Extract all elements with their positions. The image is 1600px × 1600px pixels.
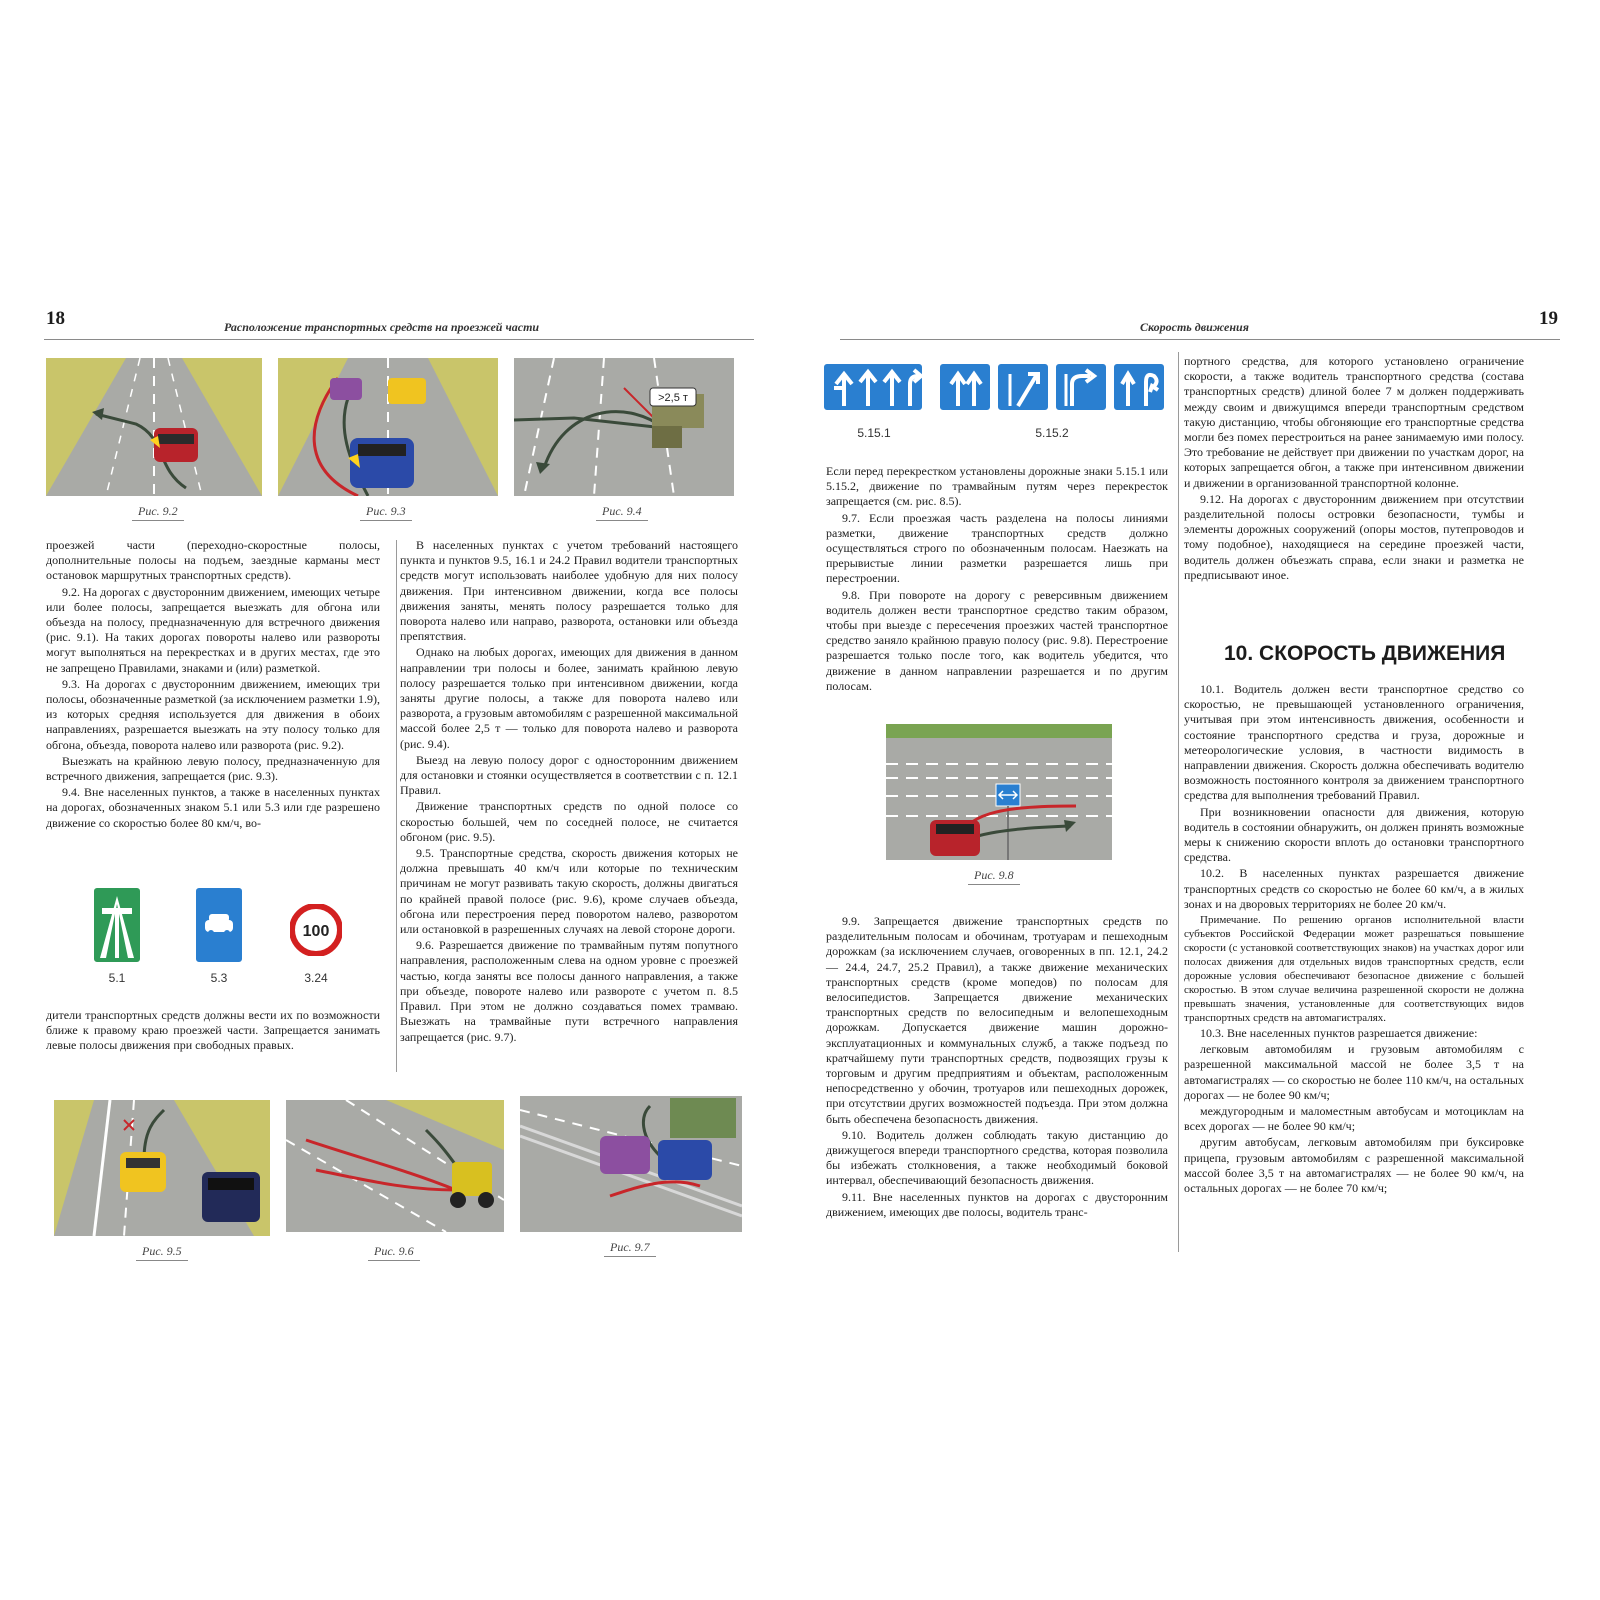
figure-9-3 — [278, 358, 498, 496]
left-page — [44, 300, 754, 1310]
right-col-1 — [826, 464, 1168, 695]
sign-label-5-1: 5.1 — [108, 971, 126, 985]
paragraph: Если перед перекрестком установлены дорожные знаки 5.15.1 или 5.15.2, движение по трамвайным путям через перекресток запрещается (см. рис. 8.5). — [826, 464, 1168, 509]
sign-5-3 — [194, 886, 244, 964]
paragraph: При возникновении опасности для движения, которую водитель в состоянии обнаружить, он должен принять возможные меры к снижению скорости вплоть до остановки транспортного средства. — [1184, 804, 1524, 865]
paragraph: 10.3. Вне населенных пунктов разрешается движение: — [1200, 1026, 1478, 1041]
paragraph: проезжей части (переходно-скоростные полосы, дополнительные полосы на подъем, заездные карманы мест остановок маршрутных транспортных средств). — [46, 538, 380, 583]
paragraph: междугородным и маломестным автобусам и мотоциклам на всех дорогах — не более 90 км/ч; — [1184, 1104, 1524, 1134]
sign-label-5-3: 5.3 — [210, 971, 228, 985]
caption-9-7: Рис. 9.7 — [604, 1240, 656, 1257]
right-col-2 — [1184, 354, 1524, 584]
paragraph: В населенных пунктах с учетом требований настоящего пункта и пунктов 9.5, 16.1 и 24.2 Правил водители транспортных средств могут использовать наиболее удобную для них полосу движения. При интенсивном движении, когда все полосы движения заняты, менять полосу разрешается только для поворота налево или направо, разворота, остановки или объезда препятствия. — [400, 538, 738, 644]
paragraph: 9.3. На дорогах с двусторонним движением, имеющих три полосы, обозначенные разметкой (за исключением разметки 1.9), из которых средняя используется для движения в обоих направлениях, разрешается выезжать на эту полосу только для обгона, объезда, поворота налево или разворота (рис. 9.2). — [46, 676, 380, 752]
left-page-header — [44, 300, 754, 340]
paragraph: 9.9. Запрещается движение транспортных средств по разделительным полосам и обочинам, тротуарам и пешеходным дорожкам (за исключением случаев, оговоренных в пп. 12.1, 24.2 — 24.4, 24.7, 25.2 Правил), а также движение механических транспортных средств (кроме мопедов) по полосам для велосипедистов. Запрещается движение механических транспортных средств по велосипедным и велопешеходным дорожкам. Допускается движение машин дорожно-эксплуатационных и коммунальных служб, а также подъезд по кратчайшему пути транспортных средств, подвозящих грузы к торговым и другим предприятиям и объектам, расположенным непосредственно у обочин, тротуаров или пешеходных дорожек, при отсутствии других возможностей подъезда. При этом должна быть обеспечена безопасность движения. — [826, 914, 1168, 1126]
speed-limit-value: 100 — [302, 923, 330, 940]
caption-9-3: Рис. 9.3 — [360, 504, 412, 521]
sign-5-15-1 — [822, 362, 924, 412]
paragraph: другим автобусам, легковым автомобилям при буксировке прицепа, грузовым автомобилям с разрешенной максимальной массой более 3,5 т на автомагистралях — не более 90 км/ч, на остальных дорогах — не более 70 км/ч; — [1184, 1135, 1524, 1196]
sign-3-24 — [290, 904, 342, 956]
paragraph: 9.5. Транспортные средства, скорость движения которых не должна превышать 40 км/ч или которые по техническим причинам не могут развивать такую скорость, должны двигаться по крайней правой полосе (рис. 9.6), кроме случаев объезда, обгона или перестроения перед поворотом налево, разворотом или остановкой в разрешенных случаях на левой стороне дороги. — [400, 846, 738, 937]
left-col-1-continued — [46, 1008, 380, 1055]
caption-9-6: Рис. 9.6 — [368, 1244, 420, 1261]
right-page — [826, 300, 1560, 1310]
figure-9-5 — [54, 1100, 270, 1236]
truck-weight-badge: >2,5 т — [658, 392, 688, 404]
paragraph: 9.12. На дорогах с двусторонним движением при отсутствии разделительной полосы островки безопасности, тумбы и элементы дорожных сооружений (опоры мостов, путепроводов и тому подобное), находящиеся на середине проезжей части, водитель должен объезжать справа, если знаки и разметка не предписывают иное. — [1184, 491, 1524, 582]
paragraph: легковым автомобилям и грузовым автомобилям с разрешенной максимальной массой не более 3,5 т на автомагистралях — со скоростью не более 110 км/ч, на остальных дорогах — не более 90 км/ч; — [1184, 1042, 1524, 1102]
sign-label-5-15-2: 5.15.2 — [1035, 426, 1069, 440]
figure-9-4 — [514, 358, 734, 496]
page-number: 19 — [1539, 308, 1558, 329]
section-title: 10. СКОРОСТЬ ДВИЖЕНИЯ — [1224, 642, 1506, 665]
caption-9-5: Рис. 9.5 — [136, 1244, 188, 1261]
paragraph: 10.2. В населенных пунктах разрешается движение транспортных средств со скоростью не более 60 км/ч, а в жилых зонах и на дворовых территориях не более 20 км/ч. — [1184, 866, 1524, 911]
paragraph: Выезжать на крайнюю левую полосу, предназначенную для встречного движения, запрещается (рис. 9.3). — [46, 753, 380, 784]
left-col-2 — [400, 538, 738, 1046]
paragraph: 9.7. Если проезжая часть разделена на полосы линиями разметки, движение транспортных средств должно осуществляться строго по обозначенным полосам. Наезжать на прерывистые линии разметки разрешается лишь при перестроении. — [826, 510, 1168, 586]
page-number: 18 — [46, 308, 65, 329]
right-col-1-continued — [826, 914, 1168, 1221]
paragraph: 9.2. На дорогах с двусторонним движением, имеющих четыре или более полосы, запрещается выезжать для обгона или объезда на полосу, предназначенную для встречного движения (рис. 9.1). На таких дорогах повороты налево или развороты могут выполняться на перекрестках и в других местах, где это не запрещено Правилами, знаками и (или) разметкой. — [46, 584, 380, 675]
sign-label-5-15-1: 5.15.1 — [857, 426, 891, 440]
sign-label-3-24: 3.24 — [304, 971, 328, 985]
paragraph: Однако на любых дорогах, имеющих для движения в данном направлении три полосы и более, занимать крайнюю левую полосу разрешается только при интенсивном движении, когда заняты другие полосы, а также для поворота налево или разворота, а грузовым автомобилям с разрешенной максимальной массой более 2,5 т — только для поворота налево и разворота (рис. 9.4). — [400, 645, 738, 751]
note-paragraph: Примечание. По решению органов исполнительной власти субъектов Российской Федерации может разрешаться повышение скорости (с установкой соответствующих знаков) на участках дорог или полосах движения для отдельных видов транспортных средств, если дорожные условия обеспечивают безопасное движение с большей скоростью. В этом случае величина разрешенной скорости не должна превышать значения, установленные для соответствующих видов транспортных средств на автомагистралях. — [1184, 914, 1524, 1025]
running-header: Расположение транспортных средств на проезжей части — [224, 320, 540, 334]
paragraph: 9.10. Водитель должен соблюдать такую дистанцию до движущегося впереди транспортного средства, которая позволила бы избежать столкновения, а также необходимый боковой интервал, обеспечивающий безопасность движения. — [826, 1127, 1168, 1188]
column-divider — [396, 540, 397, 1072]
caption-9-8: Рис. 9.8 — [968, 868, 1020, 885]
caption-9-4: Рис. 9.4 — [596, 504, 648, 521]
sign-5-15-2 — [938, 362, 1166, 412]
paragraph: 9.8. При повороте на дорогу с реверсивным движением водитель должен вести транспортное средство таким образом, чтобы при выезде с пересечения проезжих частей транспортное средство заняло крайнюю правую полосу (рис. 9.8). Перестроение разрешается только после того, как водитель убедится, что движение в данном направлении разрешается и по другим полосам. — [826, 587, 1168, 693]
paragraph: 9.4. Вне населенных пунктов, а также в населенных пунктах на дорогах, обозначенных знаком 5.1 или 5.3 или где разрешено движение со скоростью более 80 км/ч, во- — [46, 785, 380, 830]
right-col-2-section-10 — [1184, 682, 1524, 1197]
column-divider — [1178, 352, 1179, 1252]
figure-9-2 — [46, 358, 262, 496]
left-col-1 — [46, 538, 380, 832]
figure-9-6 — [286, 1100, 504, 1232]
paragraph: 9.6. Разрешается движение по трамвайным путям попутного направления, расположенным слева на одном уровне с проезжей частью, когда заняты все полосы данного направления, а также при объезде, повороте налево или развороте с учетом п. 8.5 Правил. При этом не должно создаваться помех трамваю. Выезжать на трамвайные пути встречного направления запрещается (рис. 9.7). — [400, 938, 738, 1044]
figure-9-8 — [886, 724, 1112, 860]
right-page-header — [840, 300, 1560, 340]
caption-9-2: Рис. 9.2 — [132, 504, 184, 521]
figure-9-7 — [520, 1096, 742, 1232]
paragraph: Движение транспортных средств по одной полосе со скоростью большей, чем по соседней полосе, не считается обгоном (рис. 9.5). — [400, 799, 738, 844]
paragraph: 10.1. Водитель должен вести транспортное средство со скоростью, не превышающей установленного ограничения, учитывая при этом интенсивность движения, особенности и состояние транспортного средства и груза, дорожные и метеорологические условия, в частности видимость в направлении движения. Скорость должна обеспечивать водителю возможность постоянного контроля за движением транспортного средства для выполнения требований Правил. — [1184, 682, 1524, 803]
paragraph: портного средства, для которого установлено ограничение скорости, а также водитель транспортного средства (состава транспортных средств) длиной более 7 м должен поддерживать между своим и движущимся впереди транспортным средством такую дистанцию, чтобы обгоняющие его транспортные средства могли без помех перестроиться на ранее занимаемую ими полосу. Это требование не действует при движении по участкам дорог, на которых запрещается обгон, а также при интенсивном движении и движении в организованной транспортной колонне. — [1184, 354, 1524, 490]
paragraph: 9.11. Вне населенных пунктов на дорогах с двусторонним движением, имеющих две полосы, водитель транс- — [826, 1189, 1168, 1219]
paragraph: дители транспортных средств должны вести их по возможности ближе к правому краю проезжей части. Запрещается занимать левые полосы движения при свободных правых. — [46, 1008, 380, 1053]
sign-5-1 — [92, 886, 142, 964]
running-header: Скорость движения — [1140, 320, 1249, 334]
paragraph: Выезд на левую полосу дорог с односторонним движением для остановки и стоянки осуществляется в соответствии с п. 12.1 Правил. — [400, 752, 738, 798]
